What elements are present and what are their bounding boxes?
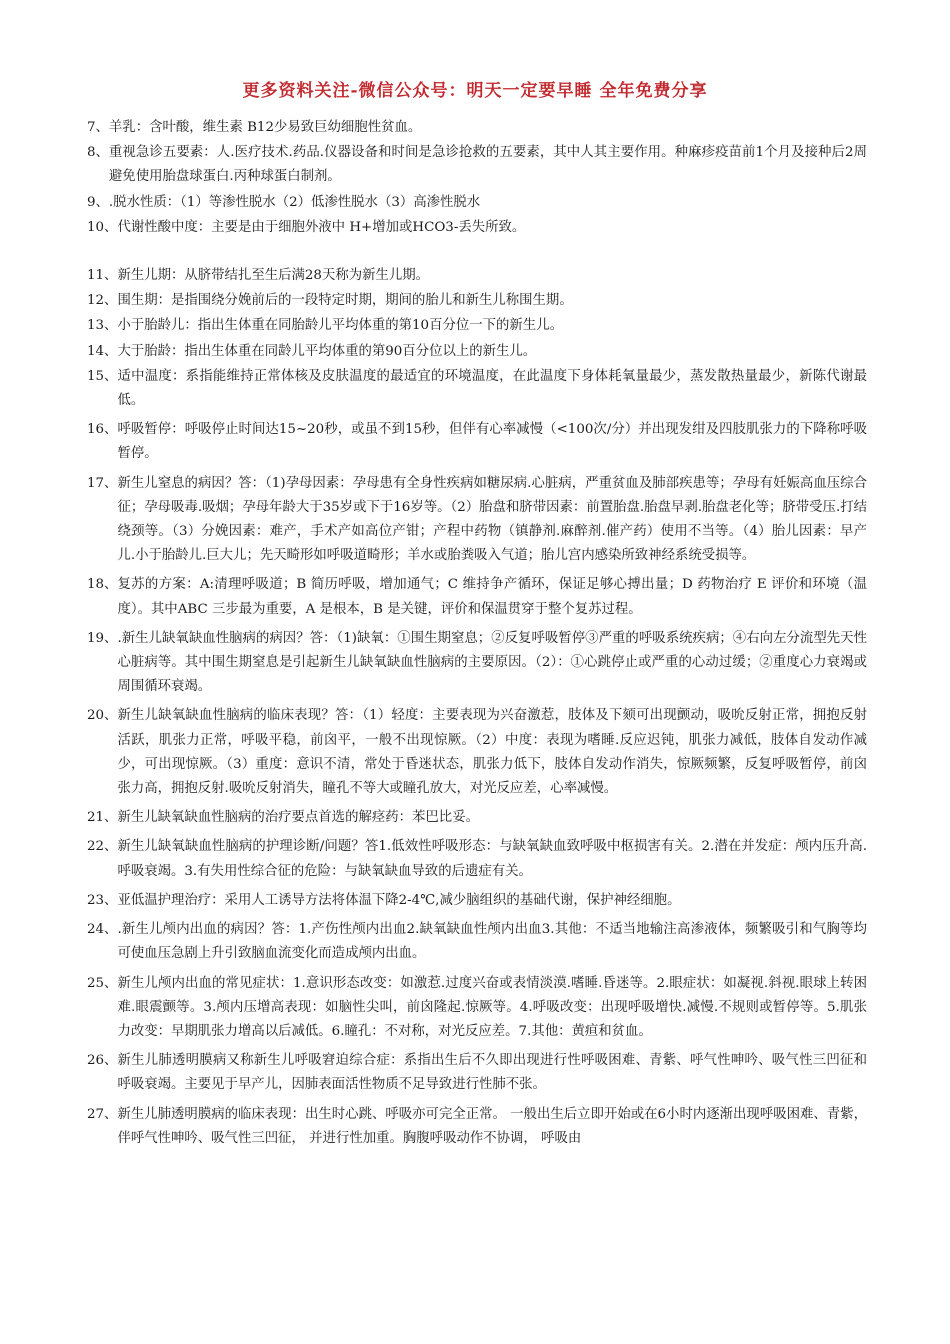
item-text: 新生儿期：从脐带结扎至生后满28天称为新生儿期。	[117, 268, 430, 284]
item-number: 19、	[87, 630, 118, 646]
item-text: 代谢性酸中度：主要是由于细胞外液中 H+增加或HCO3-丢失所致。	[117, 219, 526, 235]
item-number: 23、	[87, 892, 118, 908]
list-item	[87, 918, 867, 966]
item-text: 新生儿肺透明膜病的临床表现：出生时心跳、呼吸亦可完全正常。 一般出生后立即开始或在6小时内逐渐出现呼吸困难、青紫， 伴呼气性呻吟、吸气性三凹征， 并进行性加重。胸腹呼吸动作不协调， 呼吸由	[117, 1106, 867, 1146]
item-text: 新生儿缺氧缺血性脑病的治疗要点首选的解痉药：苯巴比妥。	[117, 810, 479, 826]
item-number: 12、	[87, 293, 118, 309]
item-number: 22、	[87, 839, 118, 855]
item-text: 新生儿缺氧缺血性脑病的护理诊断/问题？答1.低效性呼吸形态：与缺氧缺血致呼吸中枢损害有关。2.潜在并发症：颅内压升高.呼吸衰竭。3.有失用性综合征的危险：与缺氧缺血导致的后遗症有关。	[117, 839, 867, 879]
list-item	[87, 365, 867, 413]
item-text: 羊乳：含叶酸，维生素 B12少易致巨幼细胞性贫血。	[108, 120, 422, 135]
list-item	[87, 472, 867, 569]
item-text: .新生儿缺氧缺血性脑病的病因？答：（1)缺氧：①围生期窒息；②反复呼吸暂停③严重的呼吸系统疾病；④右向左分流型先天性心脏病等。其中围生期窒息是引起新生儿缺氧缺血性脑病的主要原因。（2）：①心跳停止或严重的心动过缓；②重度心力衰竭或周围循环衰竭。	[117, 630, 867, 695]
item-number: 17、	[87, 475, 118, 491]
item-number: 21、	[87, 810, 118, 826]
item-text: 新生儿窒息的病因？答：（1)孕母因素：孕母患有全身性疾病如糖尿病.心脏病，严重贫血及肺部疾患等；孕母有妊娠高血压综合征；孕母吸毒.吸烟；孕母年龄大于35岁或下于16岁等。（2）胎盘和脐带因素：前置胎盘.胎盘早剥.胎盘老化等；脐带受压.打结绕颈等。（3）分娩因素：难产，手术产如高位产钳；产程中药物（镇静剂.麻醉剂.催产药）使用不当等。（4）胎儿因素：早产儿.小于胎龄儿.巨大儿；先天畸形如呼吸道畸形；羊水或胎粪吸入气道；胎儿宫内感染所致神经系统受损等。	[117, 475, 867, 564]
item-number: 15、	[87, 368, 118, 384]
list-item	[87, 314, 867, 338]
list-item	[87, 116, 867, 140]
list-item	[87, 889, 867, 913]
item-text: 小于胎龄儿：指出生体重在同胎龄儿平均体重的第10百分位一下的新生儿。	[117, 318, 563, 334]
item-number: 27、	[87, 1106, 118, 1122]
list-item	[87, 704, 867, 801]
list-item	[87, 264, 867, 288]
item-text: 新生儿肺透明膜病又称新生儿呼吸窘迫综合症：系指出生后不久即出现进行性呼吸困难、青紫、呼气性呻吟、吸气性三凹征和呼吸衰竭。主要见于早产儿，因肺表面活性物质不足导致进行性肺不张。	[117, 1053, 867, 1093]
list-item	[87, 573, 867, 621]
item-text: 复苏的方案：A:清理呼吸道；B 简历呼吸，增加通气；C 维持争产循环，保证足够心搏出量；D 药物治疗 E 评价和环境（温度）。其中ABC 三步最为重要，A 是根本，B 是关键，评价和保温贯穿于整个复苏过程。	[117, 577, 867, 617]
item-number: 11、	[87, 268, 118, 284]
list-item	[87, 289, 867, 313]
list-item	[87, 972, 867, 1045]
list-item	[87, 806, 867, 830]
list-item	[87, 340, 867, 364]
list-item	[87, 141, 867, 189]
item-text: 围生期：是指围绕分娩前后的一段特定时期，期间的胎儿和新生儿称围生期。	[117, 293, 573, 309]
item-number: 13、	[87, 318, 118, 334]
item-text: 新生儿缺氧缺血性脑病的临床表现？答：（1）轻度：主要表现为兴奋激惹，肢体及下颏可出现颤动，吸吮反射正常，拥抱反射活跃，肌张力正常，呼吸平稳，前囟平，一般不出现惊厥。（2）中度：表现为嗜睡.反应迟钝，肌张力减低，肢体自发动作减少，可出现惊厥。（3）重度：意识不清，常处于昏迷状态，肌张力低下，肢体自发动作消失，惊厥频繁，反复呼吸暂停，前囟张力高，拥抱反射.吸吮反射消失，瞳孔不等大或瞳孔放大，对光反应差，心率减慢。	[117, 708, 867, 797]
item-text: 适中温度：系指能维持正常体核及皮肤温度的最适宜的环境温度，在此温度下身体耗氧量最少，蒸发散热量最少，新陈代谢最低。	[117, 368, 867, 409]
item-text: 亚低温护理治疗：采用人工诱导方法将体温下降2-4℃,减少脑组织的基础代谢，保护神经细胞。	[117, 892, 681, 908]
item-number: 10、	[87, 219, 118, 235]
list-item	[87, 627, 867, 700]
item-number: 26、	[87, 1053, 118, 1069]
item-text: 重视急诊五要素：人.医疗技术.药品.仪器设备和时间是急诊抢救的五要素，其中人其主要作用。种麻疹疫苗前1个月及接种后2周避免使用胎盘球蛋白.丙种球蛋白制剂。	[108, 145, 867, 185]
item-text: 新生儿颅内出血的常见症状：1.意识形态改变：如激惹.过度兴奋或表情淡漠.嗜睡.昏迷等。2.眼症状：如凝视.斜视.眼球上转困难.眼震颤等。3.颅内压增高表现：如脑性尖叫，前囟隆起.惊厥等。4.呼吸改变：出现呼吸增快.减慢.不规则或暂停等。5.肌张力改变：早期肌张力增高以后减低。6.瞳孔：不对称，对光反应差。7.其他：黄疸和贫血。	[117, 975, 867, 1039]
item-number: 9、	[87, 194, 109, 210]
list-item	[87, 418, 867, 466]
item-text: 呼吸暂停：呼吸停止时间达15~20秒，或虽不到15秒，但伴有心率减慢（<100次/分）并出现发绀及四肢肌张力的下降称呼吸暂停。	[117, 422, 867, 462]
list-item	[87, 835, 867, 883]
item-number: 7、	[87, 120, 109, 135]
item-number: 14、	[87, 343, 118, 359]
promo-banner: 更多资料关注-微信公众号：明天一定要早睡 全年免费分享	[242, 81, 708, 101]
notes-list	[87, 116, 867, 1152]
item-number: 25、	[87, 975, 118, 991]
list-item	[87, 191, 867, 215]
item-number: 18、	[87, 577, 118, 593]
item-text: .脱水性质：（1）等渗性脱水（2）低渗性脱水（3）高渗性脱水	[108, 194, 481, 210]
item-number: 20、	[87, 708, 118, 724]
item-text: .新生儿颅内出血的病因？答：1.产伤性颅内出血2.缺氧缺血性颅内出血3.其他：不适当地输注高渗液体，频繁吸引和气胸等均可使血压急剧上升引致脑血流变化而造成颅内出血。	[117, 922, 867, 962]
list-item	[87, 1103, 867, 1151]
item-number: 24、	[87, 922, 118, 938]
item-text: 大于胎龄：指出生体重在同龄儿平均体重的第90百分位以上的新生儿。	[117, 343, 537, 359]
list-item	[87, 1049, 867, 1097]
item-number: 8、	[87, 145, 109, 161]
item-number: 16、	[87, 422, 118, 438]
list-item	[87, 216, 867, 240]
